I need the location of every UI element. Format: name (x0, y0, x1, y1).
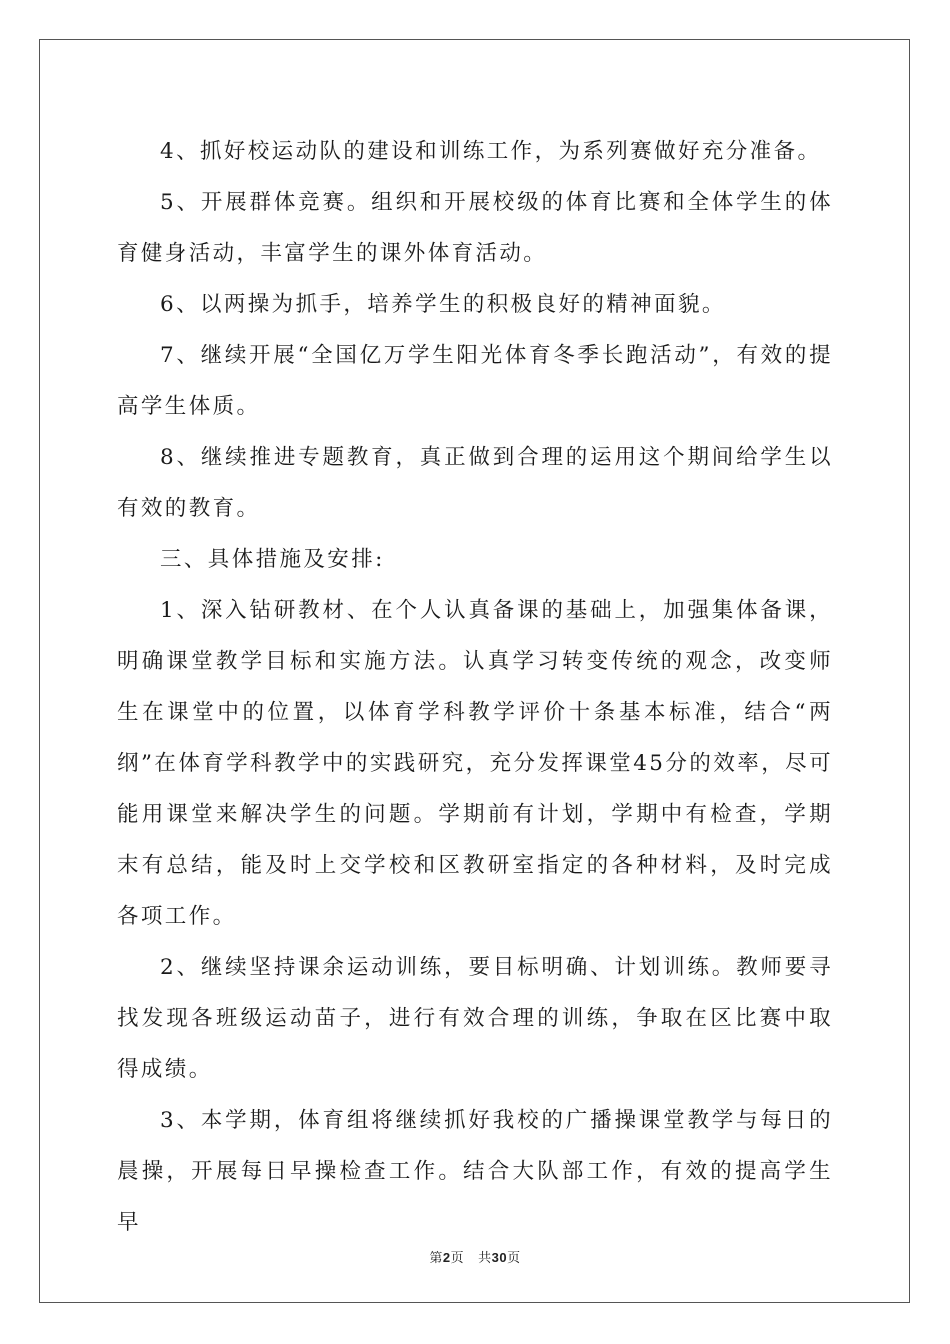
measure-item-3: 3、本学期，体育组将继续抓好我校的广播操课堂教学与每日的晨操，开展每日早操检查工作。结合大队部工作，有效的提高学生早 (117, 1108, 833, 1235)
paragraph-item-4: 4、抓好校运动队的建设和训练工作，为系列赛做好充分准备。 (160, 139, 822, 164)
page-number: 2 (442, 1250, 451, 1265)
section-heading-measures: 三、具体措施及安排: (160, 547, 385, 572)
document-body (117, 126, 833, 1248)
total-suffix: 页 (507, 1251, 521, 1266)
measure-item-1: 1、深入钻研教材、在个人认真备课的基础上，加强集体备课，明确课堂教学目标和实施方法。认真学习转变传统的观念，改变师生在课堂中的位置，以体育学科教学评价十条基本标准，结合“两纲”在体育学科教学中的实践研究，充分发挥课堂45分的效率，尽可能用课堂来解决学生的问题。学期前有计划，学期中有检查，学期末有总结，能及时上交学校和区教研室指定的各种材料，及时完成各项工作。 (117, 598, 833, 929)
paragraph-item-7: 7、继续开展“全国亿万学生阳光体育冬季长跑活动”，有效的提高学生体质。 (117, 343, 833, 419)
total-prefix: 共 (478, 1251, 492, 1266)
page-suffix: 页 (450, 1251, 465, 1266)
paragraph-item-5: 5、开展群体竞赛。组织和开展校级的体育比赛和全体学生的体育健身活动，丰富学生的课外体育活动。 (117, 190, 833, 266)
paragraph-item-6: 6、以两操为抓手，培养学生的积极良好的精神面貌。 (160, 292, 726, 317)
page-footer (0, 1247, 950, 1266)
measure-item-2: 2、继续坚持课余运动训练，要目标明确、计划训练。教师要寻找发现各班级运动苗子，进行有效合理的训练，争取在区比赛中取得成绩。 (117, 955, 833, 1082)
paragraph-item-8: 8、继续推进专题教育，真正做到合理的运用这个期间给学生以有效的教育。 (117, 445, 833, 521)
total-pages: 30 (491, 1250, 508, 1265)
page-prefix: 第 (429, 1251, 443, 1266)
